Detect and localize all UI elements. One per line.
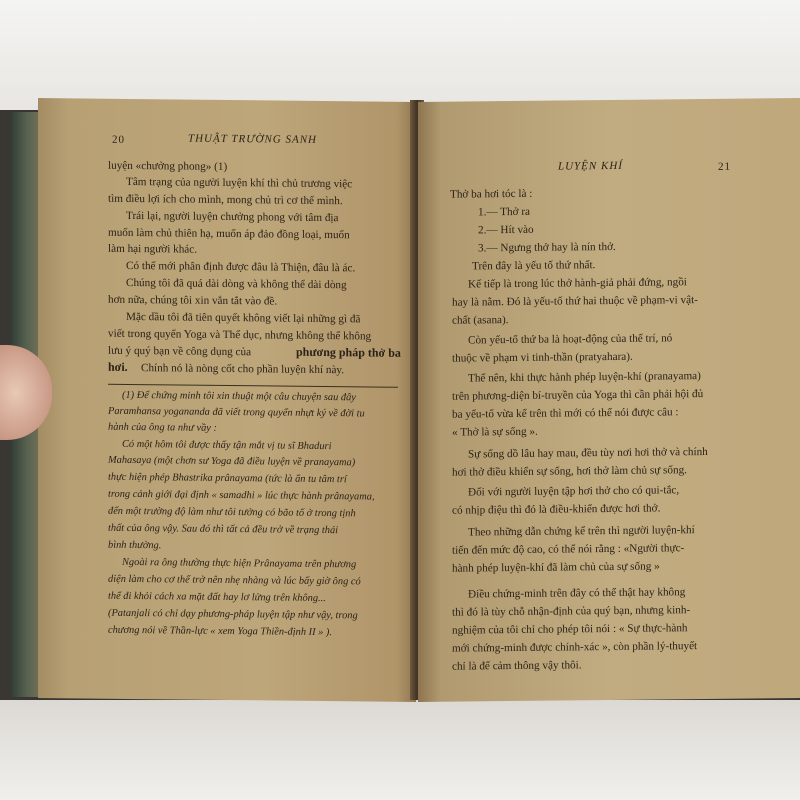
footnote-line: Paramhansa yogananda đã viết trong quyển nhựt ký về đời tu xyxy=(108,405,365,420)
left-line: viết trong quyển Yoga và Thể dục, nhưng không thể không xyxy=(108,327,372,343)
right-line: Thở ba hơi tóc là : xyxy=(450,187,533,201)
right-line: Trên đây là yếu tố thứ nhất. xyxy=(472,259,596,273)
footnote-line: trong cảnh giới đại định « samadhi » lúc thực hành prânayama, xyxy=(108,488,375,503)
left-line: Tâm trạng của người luyện khí thì chủ trương việc xyxy=(126,175,353,191)
right-line: 1.— Thở ra xyxy=(478,205,531,219)
footnote-line: thực hiện phép Bhastrika prânayama (tức là ẩn tu tâm trí xyxy=(108,471,347,486)
left-line: lưu ý quý bạn về công dụng của xyxy=(108,344,252,359)
footnote-line: Ngoài ra ông thường thực hiện Prânayama trên phương xyxy=(122,556,357,571)
right-line: Còn yếu-tố thứ ba là hoạt-động của thể trí, nó xyxy=(468,332,673,347)
right-line: Điều chứng-minh trên đây có thể thật hay không xyxy=(468,586,686,601)
right-line: tiến đến mức độ cao, có thể nói rằng : «Người thực- xyxy=(452,542,685,557)
footnote-line: thể đi khỏi cách xa mặt đất hay lơ lửng trên không... xyxy=(108,590,326,605)
left-line: luyện «chưởng phong» (1) xyxy=(108,159,228,174)
left-line: Có thể mới phân định được đâu là Thiện, đâu là ác. xyxy=(126,259,356,275)
left-line: Mặc dầu tôi đã tiên quyết không viết lại những gì đã xyxy=(126,310,361,326)
right-line: chỉ là để cảm thông vậy thôi. xyxy=(452,659,582,673)
right-page xyxy=(418,98,800,702)
right-line: Sự sống dồ lâu hay mau, đều tùy nơi hơi thở và chính xyxy=(468,445,708,461)
right-line: hơi thở điều khiển sự sống, hơi thở làm chủ sự sống. xyxy=(452,464,687,479)
right-line: 3.— Ngưng thở hay là nín thở. xyxy=(478,240,616,255)
left-line-bold: hơi. xyxy=(108,359,128,374)
right-line: hay là nằm. Đó là yếu-tố thứ hai thuộc về phạm-vi vật- xyxy=(452,294,698,309)
right-line: Kế tiếp là trong lúc thở hành-giả phải đứng, ngồi xyxy=(468,276,687,291)
footnote-divider xyxy=(108,384,398,388)
footnote-line: chương nói về Thần-lực « xem Yoga Thiền-định II » ). xyxy=(108,624,332,639)
footnote-line: (1) Để chứng minh tôi xin thuật một câu chuyện sau đây xyxy=(122,389,356,404)
footnote-line: Mahasaya (một chơn sư Yoga đã điều luyện về pranayama) xyxy=(108,454,356,469)
footnote-line: hành của ông ta như vầy : xyxy=(108,421,217,434)
right-line: Thế nên, khi thực hành phép luyện-khí (pranayama) xyxy=(468,370,701,385)
right-line: Theo những dẫn chứng kể trên thì người luyện-khí xyxy=(468,524,695,539)
left-line: hơn nữa, chúng tôi xin vắn tắt vào đề. xyxy=(108,293,278,308)
background-top xyxy=(0,0,800,110)
right-line: 2.— Hít vào xyxy=(478,223,534,237)
right-line: ba yếu-tố vừa kể trên thì mới có thể nói được câu : xyxy=(452,406,679,421)
right-line: có nhịp điệu thì đó là điều-khiển được hơi thở. xyxy=(452,502,661,517)
right-line: mới chứng-minh được chính-xác », còn phần lý-thuyết xyxy=(452,640,698,655)
right-line: hành phép luyện-khí đã làm chủ của sự sống » xyxy=(452,560,660,575)
left-line: Chúng tôi đã quá dài dòng và không thể dài dòng xyxy=(126,276,347,292)
left-page xyxy=(38,98,416,702)
right-line: « Thở là sự sống ». xyxy=(452,425,538,439)
left-line-bold: phương pháp thở ba xyxy=(296,344,401,360)
left-line: Trái lại, người luyện chưởng phong với tâm địa xyxy=(126,209,339,225)
right-line: thuộc về phạm vi tinh-thần (pratyahara). xyxy=(452,350,633,365)
right-line: trên phương-diện bí-truyền của Yoga thì cần phải hội đủ xyxy=(452,388,704,403)
footnote-line: diện làm cho cơ thể trở nên nhẹ nhàng và lúc bấy giờ ông có xyxy=(108,573,361,588)
left-line: làm hại người khác. xyxy=(108,242,198,256)
left-page-number: 20 xyxy=(112,133,125,146)
right-line: nghiệm của tôi chỉ cho phép tôi nói : « Sự thực-hành xyxy=(452,622,688,637)
right-line: thì đó là tùy chỗ nhận-định của quý bạn, nhưng kinh- xyxy=(452,604,691,619)
right-page-number: 21 xyxy=(718,160,731,173)
left-running-title: THUẬT TRƯỜNG SANH xyxy=(188,132,317,146)
left-line: muốn làm chủ thiên hạ, muốn áp đảo đồng loại, muốn xyxy=(108,226,350,242)
background-bottom xyxy=(0,700,800,800)
footnote-line: đến một trường độ làm như tôi tưởng có bão tố ở trong tịnh xyxy=(108,505,356,520)
right-line: Đối với người luyện tập hơi thở cho có qui-tắc, xyxy=(468,484,680,499)
footnote-line: bình thường. xyxy=(108,539,162,552)
right-running-title: LUYỆN KHÍ xyxy=(558,159,623,173)
footnote-line: (Patanjali có chỉ dạy phương-pháp luyện tập như vậy, trong xyxy=(108,607,358,622)
right-line: chất (asana). xyxy=(452,314,509,327)
footnote-line: thất của ông vậy. Sau đó thì tất cả đều trở về trạng thái xyxy=(108,522,339,537)
left-line: Chính nó là nòng cốt cho phần luyện khí này. xyxy=(141,362,345,377)
left-line: tìm điều lợi ích cho mình, mong chủ trì cơ thể mình. xyxy=(108,192,343,208)
footnote-line: Có một hôm tôi được thấy tận mắt vị tu sĩ Bhaduri xyxy=(122,438,332,453)
